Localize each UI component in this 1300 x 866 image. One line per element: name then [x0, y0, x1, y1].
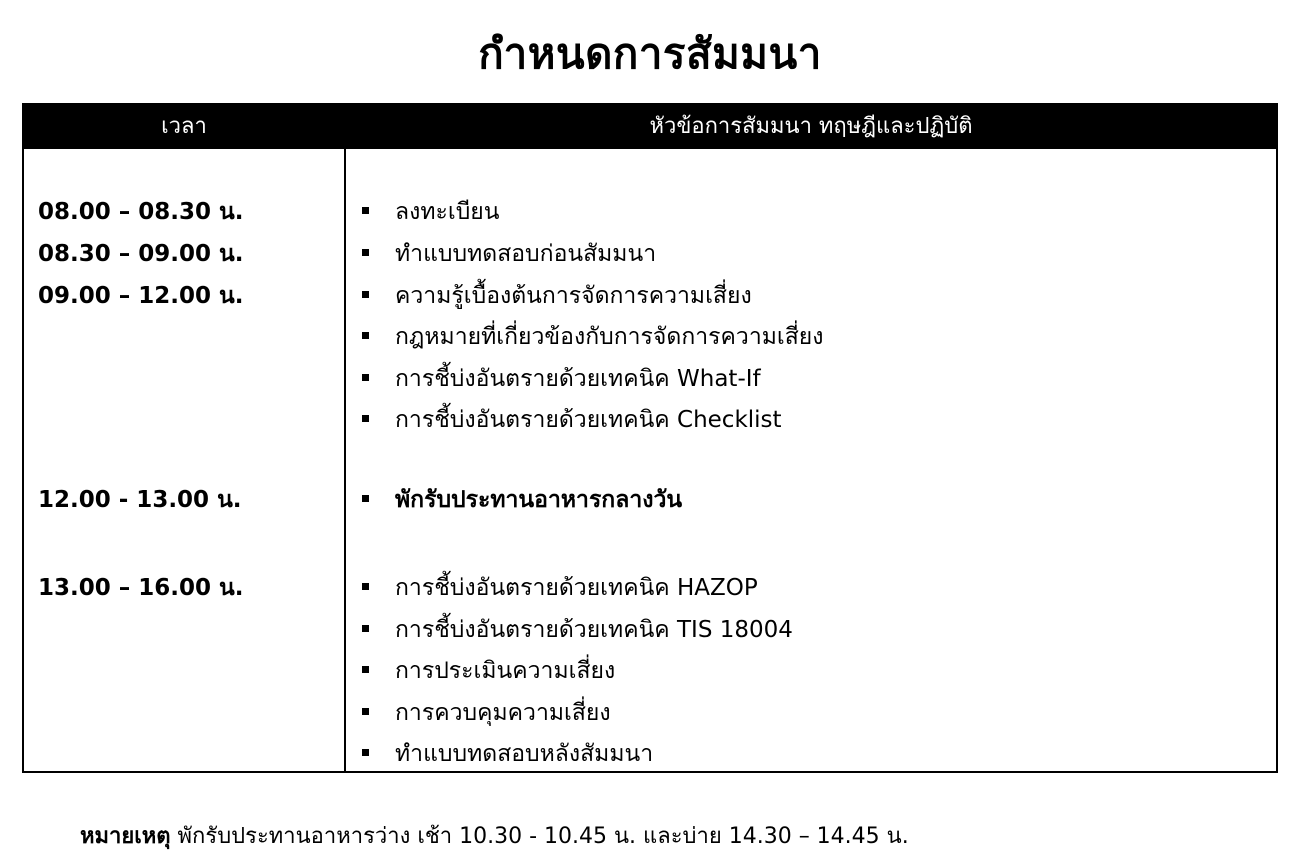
bullet-icon: [362, 666, 369, 673]
remark-text: พักรับประทานอาหารว่าง เช้า 10.30 - 10.45 น. และบ่าย 14.30 – 14.45 น.: [170, 824, 909, 849]
bullet-icon: [362, 332, 369, 339]
header-time: เวลา: [161, 114, 207, 139]
topic-item-lunch: พักรับประทานอาหารกลางวัน: [362, 485, 682, 515]
bullet-icon: [362, 583, 369, 590]
table-header: [24, 105, 1276, 149]
topic-item: ลงทะเบียน: [362, 197, 500, 227]
header-topic: หัวข้อการสัมมนา ทฤษฎีและปฏิบัติ: [649, 114, 973, 139]
bullet-icon: [362, 291, 369, 298]
page-title: กำหนดการสัมมนา: [478, 29, 822, 78]
bullet-icon: [362, 249, 369, 256]
topic-item: ทำแบบทดสอบหลังสัมมนา: [362, 739, 653, 769]
topic-item: การชี้บ่งอันตรายด้วยเทคนิค HAZOP: [362, 573, 758, 603]
bullet-icon: [362, 374, 369, 381]
topic-item: ความรู้เบื้องต้นการจัดการความเสี่ยง: [362, 281, 752, 311]
topic-item: ทำแบบทดสอบก่อนสัมมนา: [362, 239, 656, 269]
bullet-icon: [362, 207, 369, 214]
time-slot: 13.00 – 16.00 น.: [38, 575, 244, 601]
bullet-icon: [362, 625, 369, 632]
schedule-table: [22, 103, 1278, 773]
topic-item: กฎหมายที่เกี่ยวข้องกับการจัดการความเสี่ยง: [362, 322, 824, 352]
topic-item: การชี้บ่งอันตรายด้วยเทคนิค TIS 18004: [362, 615, 793, 645]
bullet-icon: [362, 708, 369, 715]
time-slot: 12.00 - 13.00 น.: [38, 487, 242, 513]
bullet-icon: [362, 415, 369, 422]
bullet-icon: [362, 749, 369, 756]
topic-item: การประเมินความเสี่ยง: [362, 656, 615, 686]
remark-note: [80, 822, 909, 852]
topic-item: การชี้บ่งอันตรายด้วยเทคนิค What-If: [362, 364, 761, 394]
remark-label: หมายเหตุ: [80, 824, 171, 849]
time-slot: 09.00 – 12.00 น.: [38, 283, 244, 309]
topic-item: การชี้บ่งอันตรายด้วยเทคนิค Checklist: [362, 405, 782, 435]
time-slot: 08.30 – 09.00 น.: [38, 241, 244, 267]
time-slot: 08.00 – 08.30 น.: [38, 199, 244, 225]
column-divider: [344, 105, 346, 771]
bullet-icon: [362, 495, 369, 502]
topic-item: การควบคุมความเสี่ยง: [362, 698, 611, 728]
